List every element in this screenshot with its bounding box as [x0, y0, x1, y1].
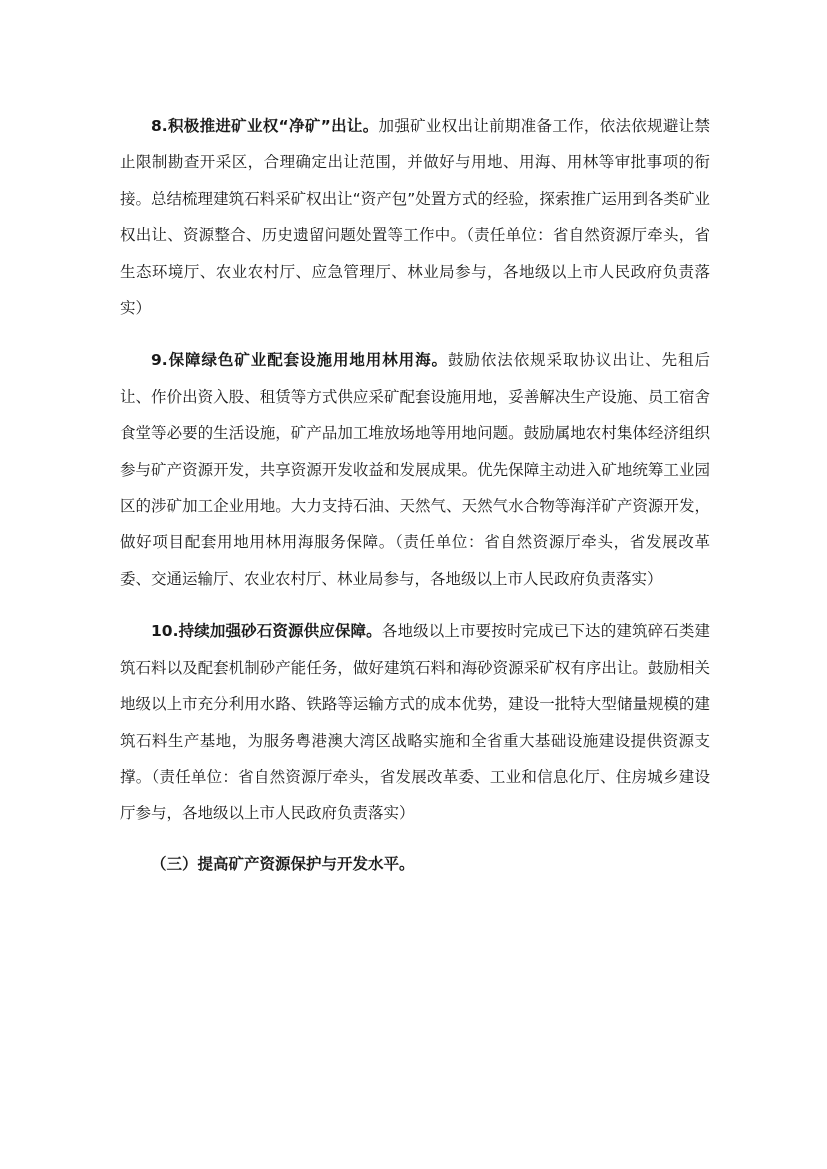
- item-8-heading: 8.积极推进矿业权“净矿”出让。: [151, 117, 379, 135]
- paragraph-item-9: [120, 342, 710, 597]
- item-9-heading: 9.保障绿色矿业配套设施用地用林用海。: [151, 351, 448, 370]
- item-10-text: 各地级以上市要按时完成已下达的建筑碎石类建筑石料以及配套机制砂产能任务，做好建筑石料和海砂资源采矿权有序出让。鼓励相关地级以上市充分利用水路、铁路等运输方式的成本优势，建设一批特大型储量规模的建筑石料生产基地，为服务粤港澳大湾区战略实施和全省重大基础设施建设提供资源支撑。（责任单位：省自然资源厅牵头，省发展改革委、工业和信息化厅、住房城乡建设厅参与，各地级以上市人民政府负责落实）: [120, 622, 710, 823]
- section-heading: （三）提高矿产资源保护与开发水平。: [151, 854, 415, 873]
- document-body: [120, 108, 710, 882]
- paragraph-item-8: [120, 108, 710, 326]
- paragraph-item-10: [120, 613, 710, 831]
- item-8-text: 加强矿业权出让前期准备工作，依法依规避让禁止限制勘查开采区，合理确定出让范围，并做好与用地、用海、用林等审批事项的衔接。总结梳理建筑石料采矿权出让“资产包”处置方式的经验，探索推广运用到各类矿业权出让、资源整合、历史遗留问题处置等工作中。（责任单位：省自然资源厅牵头，省生态环境厅、农业农村厅、应急管理厅、林业局参与，各地级以上市人民政府负责落实）: [120, 117, 710, 318]
- item-10-heading: 10.持续加强砂石资源供应保障。: [151, 622, 382, 641]
- item-9-text: 鼓励依法依规采取协议出让、先租后让、作价出资入股、租赁等方式供应采矿配套设施用地，妥善解决生产设施、员工宿舍食堂等必要的生活设施，矿产品加工堆放场地等用地问题。鼓励属地农村集体经济组织参与矿产资源开发，共享资源开发收益和发展成果。优先保障主动进入矿地统筹工业园区的涉矿加工企业用地。大力支持石油、天然气、天然气水合物等海洋矿产资源开发，做好项目配套用地用林用海服务保障。（责任单位：省自然资源厅牵头，省发展改革委、交通运输厅、农业农村厅、林业局参与，各地级以上市人民政府负责落实）: [120, 351, 710, 588]
